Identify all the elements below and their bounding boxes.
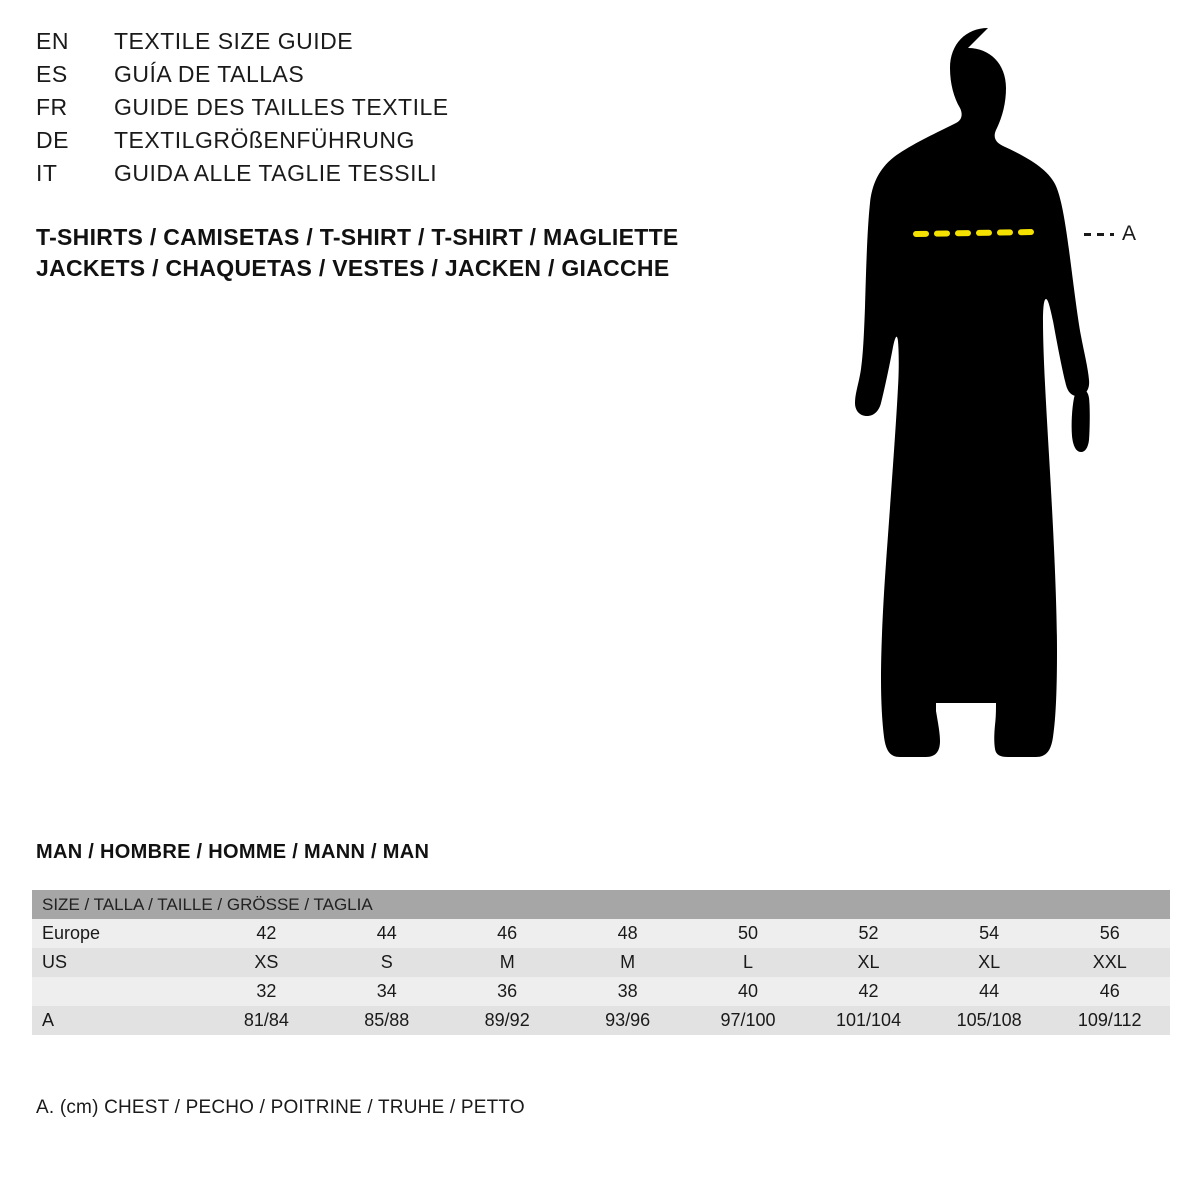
language-title: TEXTILGRÖßENFÜHRUNG <box>114 127 415 153</box>
cell-numeric-2: 36 <box>447 977 567 1006</box>
language-code: IT <box>36 160 58 186</box>
table-row <box>32 977 1170 1006</box>
cell-a-6: 105/108 <box>929 1006 1050 1035</box>
table-header-row <box>32 890 1170 919</box>
cell-a-7: 109/112 <box>1049 1006 1170 1035</box>
language-title: GUÍA DE TALLAS <box>114 61 305 87</box>
cell-us-4: L <box>688 948 808 977</box>
row-label-europe: Europe <box>32 919 206 948</box>
cell-europe-2: 46 <box>447 919 567 948</box>
cell-a-5: 101/104 <box>808 1006 929 1035</box>
row-label-numeric <box>32 977 206 1006</box>
table-header-label: SIZE / TALLA / TAILLE / GRÖSSE / TAGLIA <box>32 890 1170 919</box>
table-section-title: MAN / HOMBRE / HOMME / MANN / MAN <box>36 841 430 863</box>
cell-numeric-0: 32 <box>206 977 326 1006</box>
cell-us-7: XXL <box>1049 948 1170 977</box>
cell-numeric-1: 34 <box>327 977 447 1006</box>
cell-europe-5: 52 <box>808 919 929 948</box>
cell-numeric-5: 42 <box>808 977 929 1006</box>
cell-numeric-6: 44 <box>929 977 1050 1006</box>
row-label-a: A <box>32 1006 206 1035</box>
cell-a-3: 93/96 <box>567 1006 687 1035</box>
cell-a-1: 85/88 <box>327 1006 447 1035</box>
cell-us-1: S <box>327 948 447 977</box>
cell-europe-6: 54 <box>929 919 1050 948</box>
cell-us-5: XL <box>808 948 929 977</box>
language-row <box>36 28 736 61</box>
language-title-block <box>36 28 736 193</box>
language-row <box>36 94 736 127</box>
language-code: FR <box>36 94 68 120</box>
table-row <box>32 948 1170 977</box>
language-code: EN <box>36 28 69 54</box>
language-code: DE <box>36 127 69 153</box>
language-title: TEXTILE SIZE GUIDE <box>114 28 354 54</box>
language-row <box>36 160 736 193</box>
cell-europe-1: 44 <box>327 919 447 948</box>
cell-europe-4: 50 <box>688 919 808 948</box>
callout-leader-dash <box>1084 233 1114 236</box>
cell-us-6: XL <box>929 948 1050 977</box>
language-title: GUIDA ALLE TAGLIE TESSILI <box>114 160 438 186</box>
cell-numeric-7: 46 <box>1049 977 1170 1006</box>
cell-a-2: 89/92 <box>447 1006 567 1035</box>
garment-line-tshirts: T-SHIRTS / CAMISETAS / T-SHIRT / T-SHIRT / MAGLIETTE <box>36 224 679 250</box>
cell-europe-7: 56 <box>1049 919 1170 948</box>
cell-numeric-4: 40 <box>688 977 808 1006</box>
table-row <box>32 919 1170 948</box>
language-title: GUIDE DES TAILLES TEXTILE <box>114 94 449 120</box>
cell-numeric-3: 38 <box>567 977 687 1006</box>
language-row <box>36 61 736 94</box>
garment-line-jackets: JACKETS / CHAQUETAS / VESTES / JACKEN / GIACCHE <box>36 255 670 281</box>
table-row <box>32 1006 1170 1035</box>
cell-europe-3: 48 <box>567 919 687 948</box>
row-label-us: US <box>32 948 206 977</box>
cell-us-0: XS <box>206 948 326 977</box>
cell-a-4: 97/100 <box>688 1006 808 1035</box>
cell-us-3: M <box>567 948 687 977</box>
language-code: ES <box>36 61 68 87</box>
table-footnote: A. (cm) CHEST / PECHO / POITRINE / TRUHE / PETTO <box>36 1097 525 1118</box>
cell-us-2: M <box>447 948 567 977</box>
cell-europe-0: 42 <box>206 919 326 948</box>
language-row <box>36 127 736 160</box>
silhouette-icon <box>820 20 1180 780</box>
cell-a-0: 81/84 <box>206 1006 326 1035</box>
garment-category-block <box>36 222 679 284</box>
male-silhouette-figure <box>820 20 1180 780</box>
size-table <box>32 890 1170 1035</box>
callout-label-a: A <box>1122 222 1137 245</box>
